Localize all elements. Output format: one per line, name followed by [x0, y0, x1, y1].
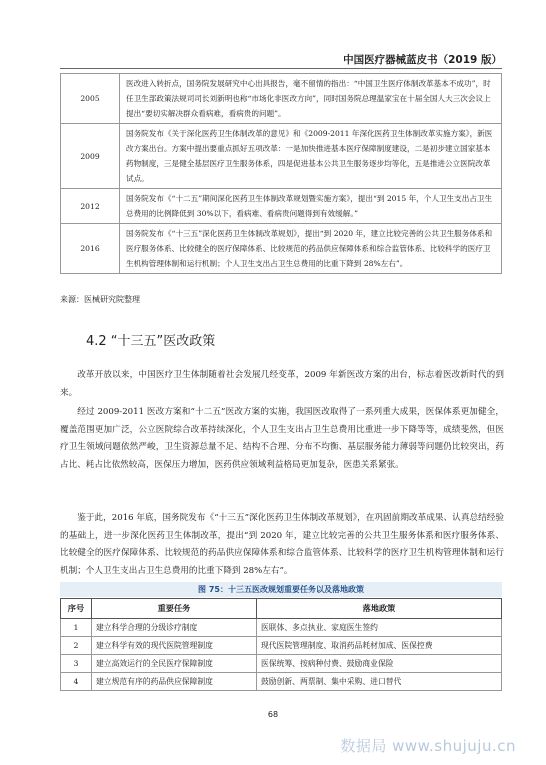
description-cell: 医改进入转折点，国务院发展研究中心出具报告，毫不留情的指出：“中国卫生医疗体制改革基本不成功”，时任卫生部政策法规司司长刘新明也称“市场化非医改方向”，同时国务院总理温家宝在十届全国人大三次会议上提出“要切实解决群众看病难，看病贵的问题”。: [120, 74, 502, 124]
policy-cell: 现代医院管理制度、取消药品耗材加成、医保控费: [257, 637, 502, 655]
description-cell: 国务院发布《“十二五”期间深化医药卫生体制改革规划暨实施方案》，提出“到 2015 年，个人卫生支出占卫生总费用的比例降低到 30%以下，看病难、看病贵问题得到有效缓解。”: [120, 189, 502, 224]
year-cell: 2016: [61, 224, 120, 274]
paragraph: 经过 2009-2011 医改方案和“十二五”医改方案的实施，我国医改取得了一系列重大成果，医保体系更加健全，覆盖范围更加广泛，公立医院综合改革持续深化，个人卫生支出占卫生总费用比重进一步下降等等，成绩斐然，但医疗卫生领域问题依然严峻，卫生资源总量不足、结构不合理、分布不均衡、基层服务能力薄弱等问题仍比较突出，药占比、耗占比依然较高，医保压力增加，医药供应领域利益格局更加复杂，医患关系紧张。: [60, 407, 504, 470]
table-row: [61, 74, 502, 124]
number-cell: 1: [61, 619, 92, 637]
number-cell: 4: [61, 673, 92, 691]
column-header-number: 序号: [61, 599, 92, 619]
column-header-policy: 落地政策: [257, 599, 502, 619]
section-heading: 4.2 “十三五”医改政策: [86, 334, 216, 349]
page-number: 68: [267, 710, 279, 719]
number-cell: 3: [61, 655, 92, 673]
paragraph: 改革开放以来，中国医疗卫生体制随着社会发展几经变革，2009 年新医改方案的出台，标志着医改新时代的到来。: [60, 370, 504, 398]
header-title: 中国医疗器械蓝皮书（2019 版）: [343, 54, 502, 66]
policy-table: [60, 598, 502, 691]
paragraph: 鉴于此，2016 年底，国务院发布《“十三五”深化医药卫生体制改革规划》，在巩固前期改革成果、认真总结经验的基础上，进一步深化医药卫生体制改革，提出“到 2020 年，建立比较完善的公共卫生服务体系和医疗服务体系、比较健全的医疗保障体系、比较规范的药品供应保障体系和综合监管体系、比较科学的医疗卫生机构管理体制和运行机制；个人卫生支出占卫生总费用的比重下降到 28%左右”。: [60, 513, 504, 576]
table-row: [61, 637, 502, 655]
task-cell: 建立科学有效的现代医院管理制度: [92, 637, 257, 655]
policy-cell: 医联体、多点执业、家庭医生签约: [257, 619, 502, 637]
header-divider: [60, 68, 502, 69]
number-cell: 2: [61, 637, 92, 655]
table-header-row: [61, 599, 502, 619]
figure-caption: 图 75：十三五医改规划重要任务以及落地政策: [60, 582, 502, 597]
reform-history-table: [60, 73, 502, 274]
description-cell: 国务院发布《关于深化医药卫生体制改革的意见》和《2009-2011 年深化医药卫生体制改革实施方案》，新医改方案出台。方案中提出要重点抓好五项改革：一是加快推进基本医疗保障制度建设，二是初步建立国家基本药物制度，三是健全基层医疗卫生服务体系，四是促进基本公共卫生服务逐步均等化，五是推进公立医院改革试点。: [120, 124, 502, 189]
policy-cell: 鼓励创新、两票制、集中采购、进口替代: [257, 673, 502, 691]
description-cell: 国务院发布《“十三五”深化医药卫生体制改革规划》，提出“到 2020 年，建立比较完善的公共卫生服务体系和医疗服务体系、比较健全的医疗保障体系、比较规范的药品供应保障体系和综合监管体系、比较科学的医疗卫生机构管理体制和运行机制；个人卫生支出占卫生总费用的比重下降到 28%左右”。: [120, 224, 502, 274]
table-row: [61, 124, 502, 189]
table-row: [61, 673, 502, 691]
table-row: [61, 224, 502, 274]
task-cell: 建立规范有序的药品供应保障制度: [92, 673, 257, 691]
task-cell: 建立高效运行的全民医疗保障制度: [92, 655, 257, 673]
year-cell: 2005: [61, 74, 120, 124]
policy-cell: 医保统筹、按病种付费、鼓励商业保险: [257, 655, 502, 673]
table-row: [61, 619, 502, 637]
task-cell: 建立科学合理的分级诊疗制度: [92, 619, 257, 637]
table-row: [61, 189, 502, 224]
table-row: [61, 655, 502, 673]
year-cell: 2012: [61, 189, 120, 224]
year-cell: 2009: [61, 124, 120, 189]
watermark: 数据局 www.shujuju.cn: [340, 737, 516, 755]
source-note: 来源：医械研究院整理: [60, 295, 140, 304]
column-header-task: 重要任务: [92, 599, 257, 619]
